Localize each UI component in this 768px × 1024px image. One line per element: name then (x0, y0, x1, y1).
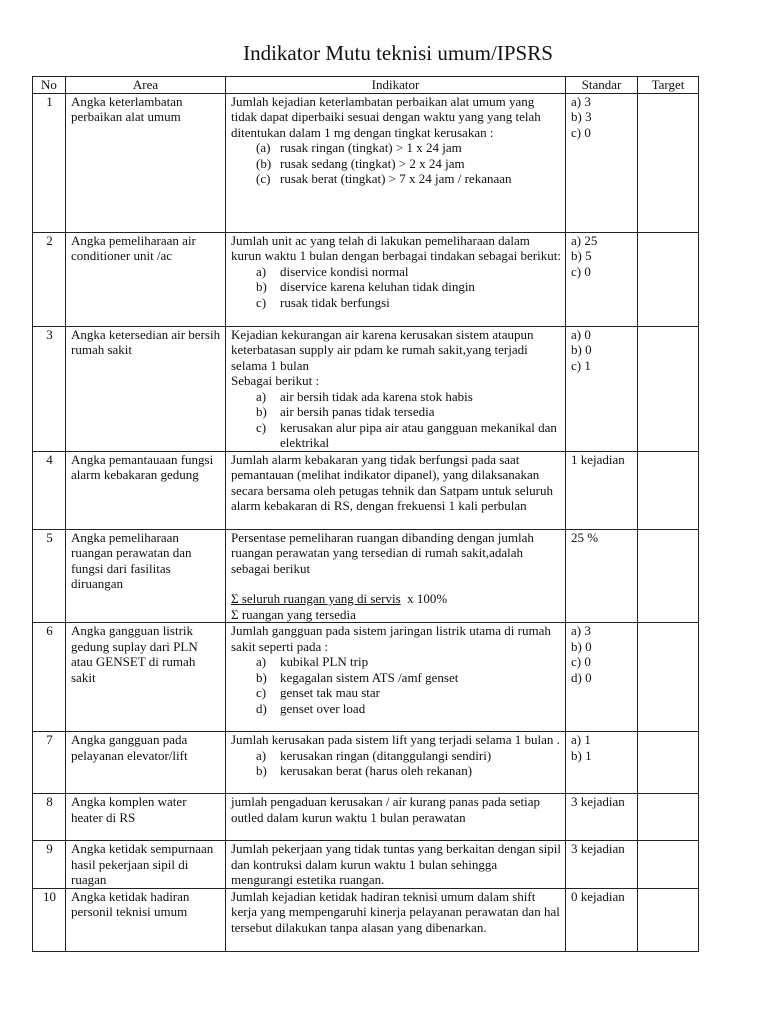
list-item: c) rusak tidak berfungsi (256, 294, 390, 310)
list-item: (c) rusak berat (tingkat) > 7 x 24 jam / rekanaan (256, 171, 512, 186)
list-item: b) air bersih panas tidak tersedia (256, 404, 435, 419)
formula-denominator: Σ ruangan yang tersedia (231, 606, 356, 622)
row-standar: 3 kejadian (566, 794, 638, 841)
standar-item: b) 3 (571, 109, 592, 124)
list-item: c) kerusakan alur pipa air atau gangguan mekanikal dan elektrikal (256, 419, 557, 450)
row-indikator (226, 732, 566, 794)
standar-item: c) 0 (571, 124, 591, 140)
row-standar (566, 232, 638, 326)
list-item: a) diservice kondisi normal (256, 263, 409, 279)
table-row (33, 732, 699, 794)
list-item: (b) rusak sedang (tingkat) > 2 x 24 jam (256, 155, 465, 171)
list-item: b) diservice karena keluhan tidak dingin (256, 279, 475, 294)
table-row (33, 529, 699, 623)
standar-item: a) 0 (571, 326, 591, 342)
list-item: d) genset over load (256, 700, 366, 716)
row-no: 9 (33, 841, 66, 889)
row-target (638, 232, 699, 326)
row-standar: 0 kejadian (566, 888, 638, 951)
table-row (33, 326, 699, 451)
standar-item: a) 25 (571, 232, 598, 248)
row-area: Angka ketidak sempurnaan hasil pekerjaan sipil di ruagan (66, 841, 226, 889)
row-indikator (226, 326, 566, 451)
row-indikator: jumlah pengaduan kerusakan / air kurang panas pada setiap outled dalam kurun waktu 1 bulan perawatan (226, 794, 566, 841)
row-no: 7 (33, 732, 66, 794)
row-no: 2 (33, 232, 66, 326)
row-area: Angka ketidak hadiran personil teknisi umum (66, 888, 226, 951)
indikator-sublist (231, 264, 561, 311)
row-standar (566, 732, 638, 794)
indikator-text: Jumlah unit ac yang telah di lakukan pemeliharaan dalam kurun waktu 1 bulan dengan berbagai tindakan sebagai berikut: (231, 232, 561, 263)
standar-item: c) 1 (571, 357, 591, 373)
row-area: Angka pemeliharaan air conditioner unit /ac (66, 232, 226, 326)
row-no: 10 (33, 888, 66, 951)
standar-item: b) 0 (571, 638, 592, 654)
indikator-sublist (231, 748, 561, 779)
row-standar (566, 623, 638, 732)
table-row (33, 623, 699, 732)
row-indikator: Jumlah kejadian ketidak hadiran teknisi umum dalam shift kerja yang mempengaruhi kinerja pelayanan perawatan dan hal tersebut dilakukan tanpa alasan yang dibenarkan. (226, 888, 566, 951)
indikator-sublist (231, 140, 561, 187)
table-row (33, 93, 699, 232)
row-area: Angka komplen water heater di RS (66, 794, 226, 841)
indikator-text: Persentase pemeliharan ruangan dibanding dengan jumlah ruangan perawatan yang tersedian di rumah sakit,adalah sebagai berikut (231, 529, 534, 576)
list-item: a) air bersih tidak ada karena stok habis (256, 388, 473, 404)
standar-item: b) 5 (571, 248, 592, 263)
indikator-text: Jumlah kejadian keterlambatan perbaikan alat umum yang tidak dapat diperbaiki sesuai dengan waktu yang yang telah ditentukan dalam 1 mg dengan tingkat kerusakan : (231, 93, 541, 140)
row-standar (566, 326, 638, 451)
row-standar (566, 93, 638, 232)
row-target (638, 888, 699, 951)
standar-item: b) 0 (571, 342, 592, 357)
indikator-text: Jumlah gangguan pada sistem jaringan listrik utama di rumah sakit seperti pada : (231, 623, 551, 654)
list-item: a) kubikal PLN trip (256, 654, 369, 669)
indikator-sublist (231, 389, 561, 451)
row-area: Angka pemantauaan fungsi alarm kebakaran gedung (66, 451, 226, 529)
row-indikator: Jumlah alarm kebakaran yang tidak berfungsi pada saat pemantauan (melihat indikator dipanel), yang dilaksanakan secara bersama oleh petugas tehnik dan Satpam untuk seluruh alarm kebakaran di RS, dengan frekuensi 1 kali perbulan (226, 451, 566, 529)
table-row (33, 888, 699, 951)
standar-item: a) 3 (571, 93, 591, 109)
header-area: Area (66, 77, 226, 94)
indikator-text: Kejadian kekurangan air karena kerusakan sistem ataupun keterbatasan supply air pdam ke rumah sakit,yang terjadi selama 1 bulan (231, 326, 534, 373)
formula-numerator: Σ seluruh ruangan yang di servis (231, 591, 401, 606)
table-row (33, 232, 699, 326)
list-item: (a) rusak ringan (tingkat) > 1 x 24 jam (256, 140, 462, 155)
header-standar: Standar (566, 77, 638, 94)
list-item: a) kerusakan ringan (ditanggulangi sendiri) (256, 747, 492, 763)
row-indikator (226, 623, 566, 732)
indikator-text: Jumlah kerusakan pada sistem lift yang terjadi selama 1 bulan . (231, 732, 560, 747)
row-indikator: Jumlah pekerjaan yang tidak tuntas yang berkaitan dengan sipil dan kontruksi dalam kurun waktu 1 bulan sehingga mengurangi estetika ruangan. (226, 841, 566, 889)
row-area: Angka pemeliharaan ruangan perawatan dan fungsi dari fasilitas diruangan (66, 529, 226, 623)
row-no: 4 (33, 451, 66, 529)
row-no: 8 (33, 794, 66, 841)
list-item: c) genset tak mau star (256, 685, 380, 700)
row-no: 1 (33, 93, 66, 232)
row-area: Angka ketersedian air bersih rumah sakit (66, 326, 226, 451)
row-standar: 1 kejadian (566, 451, 638, 529)
table-row (33, 794, 699, 841)
table-row (33, 451, 699, 529)
formula-multiplier: x 100% (400, 591, 448, 606)
indikator-text-2: Sebagai berikut : (231, 373, 320, 388)
table-header-row (33, 77, 699, 94)
table-row (33, 841, 699, 889)
row-indikator (226, 232, 566, 326)
list-item: b) kerusakan berat (harus oleh rekanan) (256, 763, 473, 778)
formula (231, 576, 561, 622)
row-area: Angka gangguan listrik gedung suplay dari PLN atau GENSET di rumah sakit (66, 623, 226, 732)
row-standar: 25 % (566, 529, 638, 623)
row-indikator (226, 93, 566, 232)
row-target (638, 794, 699, 841)
standar-item: b) 1 (571, 747, 592, 763)
standar-item: a) 1 (571, 732, 591, 747)
row-target (638, 326, 699, 451)
header-no: No (33, 77, 66, 94)
row-area: Angka keterlambatan perbaikan alat umum (66, 93, 226, 232)
indicator-table (32, 76, 699, 952)
row-target (638, 841, 699, 889)
row-target (638, 732, 699, 794)
row-target (638, 623, 699, 732)
row-no: 6 (33, 623, 66, 732)
header-target: Target (638, 77, 699, 94)
header-indikator: Indikator (226, 77, 566, 94)
list-item: b) kegagalan sistem ATS /amf genset (256, 669, 459, 685)
indikator-sublist (231, 654, 561, 716)
standar-item: a) 3 (571, 623, 591, 638)
page-title: Indikator Mutu teknisi umum/IPSRS (243, 41, 553, 65)
row-target (638, 451, 699, 529)
row-area: Angka gangguan pada pelayanan elevator/lift (66, 732, 226, 794)
standar-item: d) 0 (571, 669, 592, 685)
row-target (638, 529, 699, 623)
standar-item: c) 0 (571, 263, 591, 279)
row-no: 3 (33, 326, 66, 451)
row-target (638, 93, 699, 232)
row-standar: 3 kejadian (566, 841, 638, 889)
row-indikator (226, 529, 566, 623)
row-no: 5 (33, 529, 66, 623)
standar-item: c) 0 (571, 654, 591, 669)
